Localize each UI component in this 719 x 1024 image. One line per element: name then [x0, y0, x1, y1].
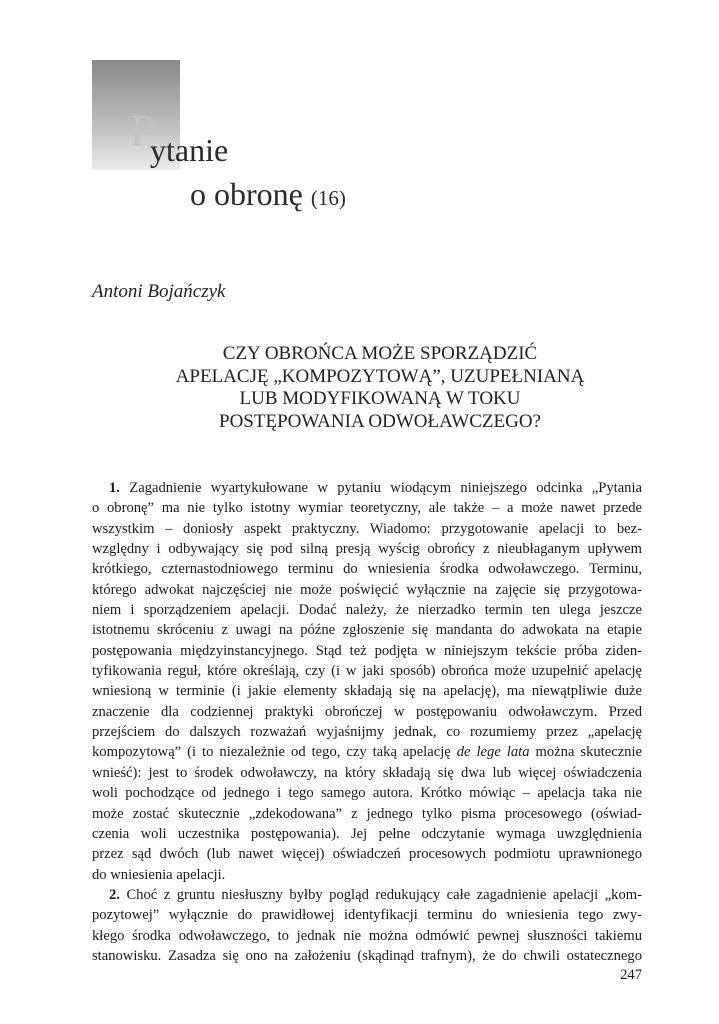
title-drop-initial: P: [130, 105, 156, 156]
body-line: wniesioną w terminie (i jakie elementy składają się na apelację), ma niewątpliwie duże: [92, 683, 642, 700]
question-line: CZY OBROŃCA MOŻE SPORZĄDZIĆ: [222, 343, 538, 364]
body-line: znaczenie dla codziennej praktyki obrończej w postępowaniu odwoławczym. Przed: [92, 703, 642, 720]
latin-phrase: de lege lata: [456, 744, 530, 761]
body-line: kłego środka odwoławczego, to jednak nie można odmówić pewnej słuszności takiemu: [92, 927, 642, 944]
author-name: Antoni Bojańczyk: [92, 281, 226, 302]
body-line: wszystkim – doniosły aspekt praktyczny. Wiadomo: przygotowanie apelacji to bez-: [92, 520, 642, 537]
body-line: [92, 742, 642, 762]
body-line: do wniesienia apelacji.: [92, 866, 226, 883]
body-line: przez sąd dwóch (lub nawet więcej) oświadczeń procesowych podmiotu uprawnionego: [92, 846, 642, 863]
body-line: wnieść): jest to środek odwoławczy, na który składają się dwa lub więcej oświadczenia: [92, 764, 642, 781]
body-line: tyfikowania reguł, które określają, czy (i w jaki sposób) obrońca może uzupełnić apelację: [92, 663, 642, 680]
body-line: względny i odbywający się pod silną presją wyścig obrońcy z nieubłaganym upływem: [92, 541, 642, 558]
body-line: stanowisku. Zasadza się ono na założeniu (skądinąd trafnym), że do chwili ostatecznego: [92, 947, 642, 964]
page-number: 247: [620, 967, 642, 983]
title-line-2: [190, 178, 346, 210]
question-line: POSTĘPOWANIA ODWOŁAWCZEGO?: [219, 410, 541, 432]
body-line-text: można skutecznie: [535, 744, 642, 761]
body-line: którego adwokat najczęściej nie może poświęcić wyłącznie na zajęcie się przygotowa-: [92, 581, 642, 598]
question-heading: [120, 343, 640, 433]
question-line: APELACJĘ „KOMPOZYTOWĄ”, UZUPEŁNIANĄ: [175, 365, 585, 387]
title-line-1: ytanie: [150, 132, 229, 168]
body-line: może zostać skutecznie „zdekodowana” z jednego tylko pisma procesowego (oświad-: [92, 805, 642, 822]
body-line: istotnemu skróceniu z uwagi na późne zgłoszenie się mandanta do adwokata na etapie: [92, 622, 642, 639]
body-line: o obronę” ma nie tylko istotny wymiar teoretyczny, ale także – a może nawet przede: [92, 500, 642, 517]
paragraph-number: 2.: [109, 886, 120, 903]
body-line: [92, 478, 642, 498]
body-line-text: Zagadnienie wyartykułowane w pytaniu wiodącym niniejszego odcinka „Pytania: [129, 480, 643, 496]
issue-number: (16): [310, 186, 346, 210]
question-line: LUB MODYFIKOWANĄ W TOKU: [239, 388, 521, 409]
body-line: pozytowej” wyłącznie do prawidłowej identyfikacji terminu do wniesienia tego zwy-: [92, 907, 642, 924]
body-line: woli pochodzące od jednego i tego samego autora. Krótko mówiąc – apelacja taka nie: [92, 785, 642, 802]
title-line-2-text: o obronę: [190, 176, 303, 212]
body-line: postępowania międzyinstancyjnego. Stąd też podjęta w niniejszym tekście próba ziden-: [92, 642, 642, 659]
body-line: niem i sporządzeniem apelacji. Dodać należy, że nierzadko termin ten ulega jeszcze: [92, 602, 642, 619]
body-line: [92, 885, 642, 905]
body-line: przejściem do dalszych rozważań wyjaśnijmy jednak, co rozumiemy przez „apelację: [92, 724, 642, 741]
body-line: krótkiego, czternastodniowego terminu do wniesienia środka odwoławczego. Terminu,: [92, 561, 642, 578]
body-line-text: Choć z gruntu niesłuszny byłby pogląd redukujący całe zagadnienie apelacji „kom-: [126, 886, 642, 903]
paragraph-number: 1.: [109, 480, 120, 496]
article-body: [92, 478, 642, 966]
body-line-text: kompozytową” (i to niezależnie od tego, czy taką apelację: [92, 744, 451, 761]
body-line: czenia woli uczestnika postępowania). Jej pełne odczytanie wymaga uwzględnienia: [92, 825, 642, 842]
